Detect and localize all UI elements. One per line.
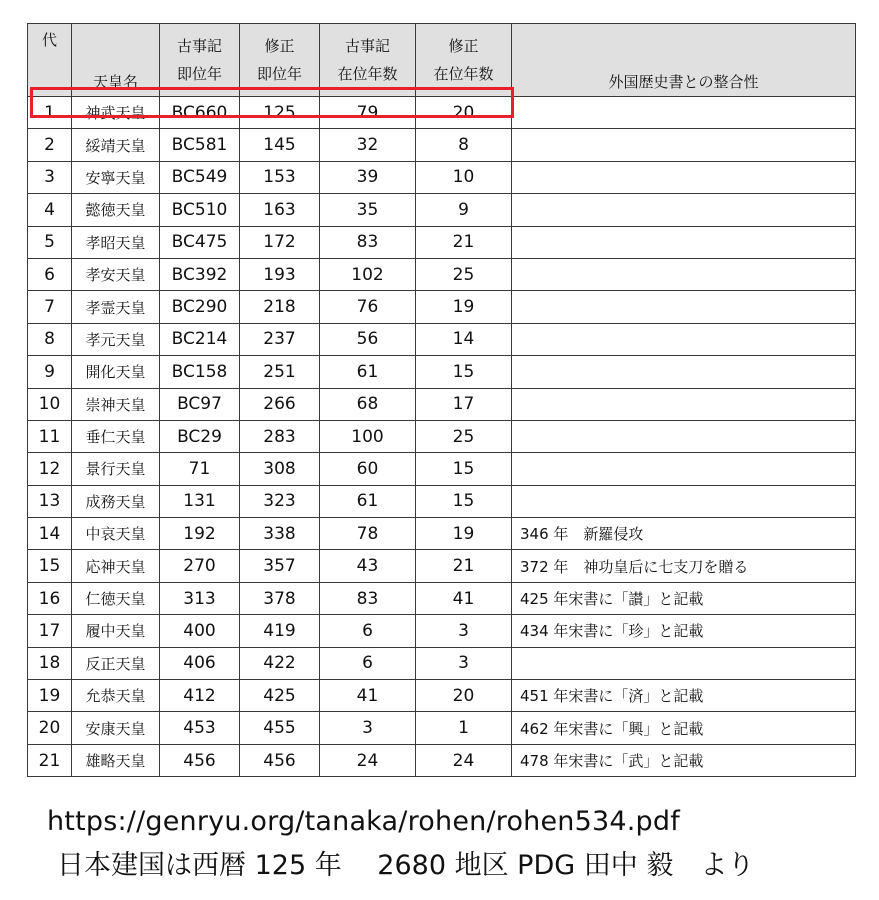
table-row (28, 647, 856, 679)
table-row (28, 744, 856, 776)
cell-emperor-name: 開化天皇 (72, 356, 160, 388)
cell-notes (512, 388, 856, 420)
cell-generation: 16 (28, 582, 72, 614)
cell-kojiki-accession: 456 (160, 744, 240, 776)
cell-kojiki-reign: 79 (320, 97, 416, 129)
cell-kojiki-reign: 56 (320, 323, 416, 355)
cell-kojiki-accession: BC581 (160, 129, 240, 161)
cell-kojiki-reign: 43 (320, 550, 416, 582)
table-row (28, 420, 856, 452)
cell-generation: 2 (28, 129, 72, 161)
cell-kojiki-reign: 83 (320, 226, 416, 258)
cell-revised-reign: 9 (416, 194, 512, 226)
cell-generation: 17 (28, 615, 72, 647)
table-row (28, 161, 856, 193)
cell-revised-accession: 357 (240, 550, 320, 582)
cell-generation: 5 (28, 226, 72, 258)
cell-emperor-name: 孝安天皇 (72, 258, 160, 290)
cell-revised-accession: 172 (240, 226, 320, 258)
cell-notes (512, 161, 856, 193)
cell-kojiki-accession: 131 (160, 485, 240, 517)
cell-kojiki-accession: 453 (160, 712, 240, 744)
table-row (28, 388, 856, 420)
cell-kojiki-reign: 78 (320, 518, 416, 550)
cell-notes: 346 年 新羅侵攻 (512, 518, 856, 550)
cell-emperor-name: 神武天皇 (72, 97, 160, 129)
cell-revised-accession: 323 (240, 485, 320, 517)
cell-revised-reign: 25 (416, 258, 512, 290)
cell-generation: 19 (28, 680, 72, 712)
cell-generation: 4 (28, 194, 72, 226)
cell-revised-accession: 283 (240, 420, 320, 452)
cell-emperor-name: 綏靖天皇 (72, 129, 160, 161)
cell-emperor-name: 成務天皇 (72, 485, 160, 517)
cell-revised-accession: 153 (240, 161, 320, 193)
table-row (28, 356, 856, 388)
cell-revised-accession: 193 (240, 258, 320, 290)
cell-emperor-name: 仁徳天皇 (72, 582, 160, 614)
cell-kojiki-reign: 35 (320, 194, 416, 226)
cell-emperor-name: 中哀天皇 (72, 518, 160, 550)
cell-notes (512, 129, 856, 161)
cell-revised-accession: 163 (240, 194, 320, 226)
cell-kojiki-reign: 39 (320, 161, 416, 193)
cell-kojiki-accession: 71 (160, 453, 240, 485)
table-row (28, 680, 856, 712)
cell-notes (512, 420, 856, 452)
cell-kojiki-reign: 60 (320, 453, 416, 485)
cell-kojiki-accession: 406 (160, 647, 240, 679)
header-kojiki-accession: 古事記 即位年 (160, 24, 240, 97)
cell-emperor-name: 孝元天皇 (72, 323, 160, 355)
cell-emperor-name: 懿徳天皇 (72, 194, 160, 226)
cell-revised-reign: 1 (416, 712, 512, 744)
cell-kojiki-reign: 76 (320, 291, 416, 323)
cell-revised-accession: 218 (240, 291, 320, 323)
cell-notes: 462 年宋書に「興」と記載 (512, 712, 856, 744)
cell-notes (512, 258, 856, 290)
table-row (28, 615, 856, 647)
cell-kojiki-reign: 61 (320, 485, 416, 517)
cell-revised-reign: 15 (416, 485, 512, 517)
cell-notes (512, 453, 856, 485)
table-row (28, 129, 856, 161)
cell-revised-accession: 251 (240, 356, 320, 388)
table-row (28, 226, 856, 258)
cell-revised-accession: 422 (240, 647, 320, 679)
cell-generation: 7 (28, 291, 72, 323)
cell-notes (512, 291, 856, 323)
cell-revised-reign: 14 (416, 323, 512, 355)
cell-kojiki-accession: BC214 (160, 323, 240, 355)
cell-kojiki-accession: 192 (160, 518, 240, 550)
cell-emperor-name: 応神天皇 (72, 550, 160, 582)
cell-kojiki-accession: BC549 (160, 161, 240, 193)
cell-kojiki-accession: BC290 (160, 291, 240, 323)
table-header-row (28, 24, 856, 97)
cell-generation: 18 (28, 647, 72, 679)
cell-generation: 12 (28, 453, 72, 485)
cell-revised-reign: 20 (416, 680, 512, 712)
header-kojiki-reign: 古事記 在位年数 (320, 24, 416, 97)
cell-revised-reign: 25 (416, 420, 512, 452)
header-generation: 代 (28, 24, 72, 97)
cell-notes: 478 年宋書に「武」と記載 (512, 744, 856, 776)
cell-revised-reign: 20 (416, 97, 512, 129)
cell-emperor-name: 反正天皇 (72, 647, 160, 679)
cell-notes (512, 647, 856, 679)
table-row (28, 582, 856, 614)
cell-revised-reign: 21 (416, 550, 512, 582)
cell-revised-accession: 456 (240, 744, 320, 776)
cell-generation: 20 (28, 712, 72, 744)
source-url: https://genryu.org/tanaka/rohen/rohen534.pdf (47, 806, 680, 837)
cell-notes (512, 356, 856, 388)
cell-generation: 1 (28, 97, 72, 129)
cell-revised-accession: 378 (240, 582, 320, 614)
cell-revised-reign: 21 (416, 226, 512, 258)
cell-notes (512, 485, 856, 517)
cell-notes: 451 年宋書に「済」と記載 (512, 680, 856, 712)
cell-emperor-name: 孝昭天皇 (72, 226, 160, 258)
cell-generation: 10 (28, 388, 72, 420)
cell-kojiki-reign: 3 (320, 712, 416, 744)
cell-revised-reign: 15 (416, 453, 512, 485)
table-row (28, 550, 856, 582)
cell-kojiki-accession: BC510 (160, 194, 240, 226)
cell-notes (512, 323, 856, 355)
cell-emperor-name: 孝霊天皇 (72, 291, 160, 323)
cell-revised-reign: 19 (416, 291, 512, 323)
header-emperor-name: 天皇名 (72, 24, 160, 97)
cell-emperor-name: 安康天皇 (72, 712, 160, 744)
cell-kojiki-accession: 270 (160, 550, 240, 582)
table-row (28, 323, 856, 355)
cell-emperor-name: 景行天皇 (72, 453, 160, 485)
cell-revised-accession: 425 (240, 680, 320, 712)
table-row (28, 453, 856, 485)
cell-kojiki-reign: 100 (320, 420, 416, 452)
cell-revised-reign: 3 (416, 647, 512, 679)
cell-notes: 372 年 神功皇后に七支刀を贈る (512, 550, 856, 582)
emperor-table (27, 23, 856, 777)
cell-revised-reign: 41 (416, 582, 512, 614)
cell-notes (512, 194, 856, 226)
table-row (28, 518, 856, 550)
table-row (28, 485, 856, 517)
cell-kojiki-reign: 41 (320, 680, 416, 712)
cell-kojiki-reign: 68 (320, 388, 416, 420)
cell-generation: 15 (28, 550, 72, 582)
cell-kojiki-reign: 61 (320, 356, 416, 388)
cell-notes: 434 年宋書に「珍」と記載 (512, 615, 856, 647)
cell-emperor-name: 允恭天皇 (72, 680, 160, 712)
cell-generation: 14 (28, 518, 72, 550)
cell-kojiki-accession: BC660 (160, 97, 240, 129)
cell-emperor-name: 安寧天皇 (72, 161, 160, 193)
cell-emperor-name: 履中天皇 (72, 615, 160, 647)
cell-generation: 8 (28, 323, 72, 355)
cell-notes (512, 226, 856, 258)
cell-revised-accession: 419 (240, 615, 320, 647)
cell-generation: 6 (28, 258, 72, 290)
cell-revised-reign: 19 (416, 518, 512, 550)
cell-revised-accession: 338 (240, 518, 320, 550)
table-row (28, 97, 856, 129)
cell-kojiki-reign: 83 (320, 582, 416, 614)
table-body (28, 97, 856, 777)
cell-kojiki-reign: 102 (320, 258, 416, 290)
cell-emperor-name: 崇神天皇 (72, 388, 160, 420)
cell-revised-reign: 8 (416, 129, 512, 161)
cell-emperor-name: 雄略天皇 (72, 744, 160, 776)
cell-revised-accession: 125 (240, 97, 320, 129)
cell-kojiki-accession: 313 (160, 582, 240, 614)
cell-kojiki-accession: 412 (160, 680, 240, 712)
cell-notes: 425 年宋書に「讃」と記載 (512, 582, 856, 614)
table-row (28, 194, 856, 226)
table-row (28, 258, 856, 290)
cell-revised-accession: 455 (240, 712, 320, 744)
cell-revised-reign: 24 (416, 744, 512, 776)
cell-kojiki-accession: BC29 (160, 420, 240, 452)
header-revised-accession: 修正 即位年 (240, 24, 320, 97)
cell-generation: 21 (28, 744, 72, 776)
cell-generation: 11 (28, 420, 72, 452)
cell-revised-accession: 145 (240, 129, 320, 161)
table-row (28, 712, 856, 744)
source-credit: 日本建国は西暦 125 年 2680 地区 PDG 田中 毅 より (57, 850, 755, 881)
cell-notes (512, 97, 856, 129)
cell-kojiki-reign: 6 (320, 647, 416, 679)
cell-kojiki-reign: 6 (320, 615, 416, 647)
cell-emperor-name: 垂仁天皇 (72, 420, 160, 452)
cell-kojiki-accession: 400 (160, 615, 240, 647)
cell-kojiki-reign: 24 (320, 744, 416, 776)
cell-revised-accession: 266 (240, 388, 320, 420)
cell-revised-reign: 15 (416, 356, 512, 388)
cell-kojiki-accession: BC97 (160, 388, 240, 420)
cell-revised-reign: 3 (416, 615, 512, 647)
cell-generation: 9 (28, 356, 72, 388)
cell-generation: 3 (28, 161, 72, 193)
header-notes: 外国歴史書との整合性 (512, 24, 856, 97)
cell-kojiki-reign: 32 (320, 129, 416, 161)
cell-generation: 13 (28, 485, 72, 517)
cell-revised-accession: 237 (240, 323, 320, 355)
header-revised-reign: 修正 在位年数 (416, 24, 512, 97)
cell-kojiki-accession: BC475 (160, 226, 240, 258)
cell-revised-reign: 17 (416, 388, 512, 420)
cell-revised-reign: 10 (416, 161, 512, 193)
cell-kojiki-accession: BC158 (160, 356, 240, 388)
table-row (28, 291, 856, 323)
cell-kojiki-accession: BC392 (160, 258, 240, 290)
cell-revised-accession: 308 (240, 453, 320, 485)
